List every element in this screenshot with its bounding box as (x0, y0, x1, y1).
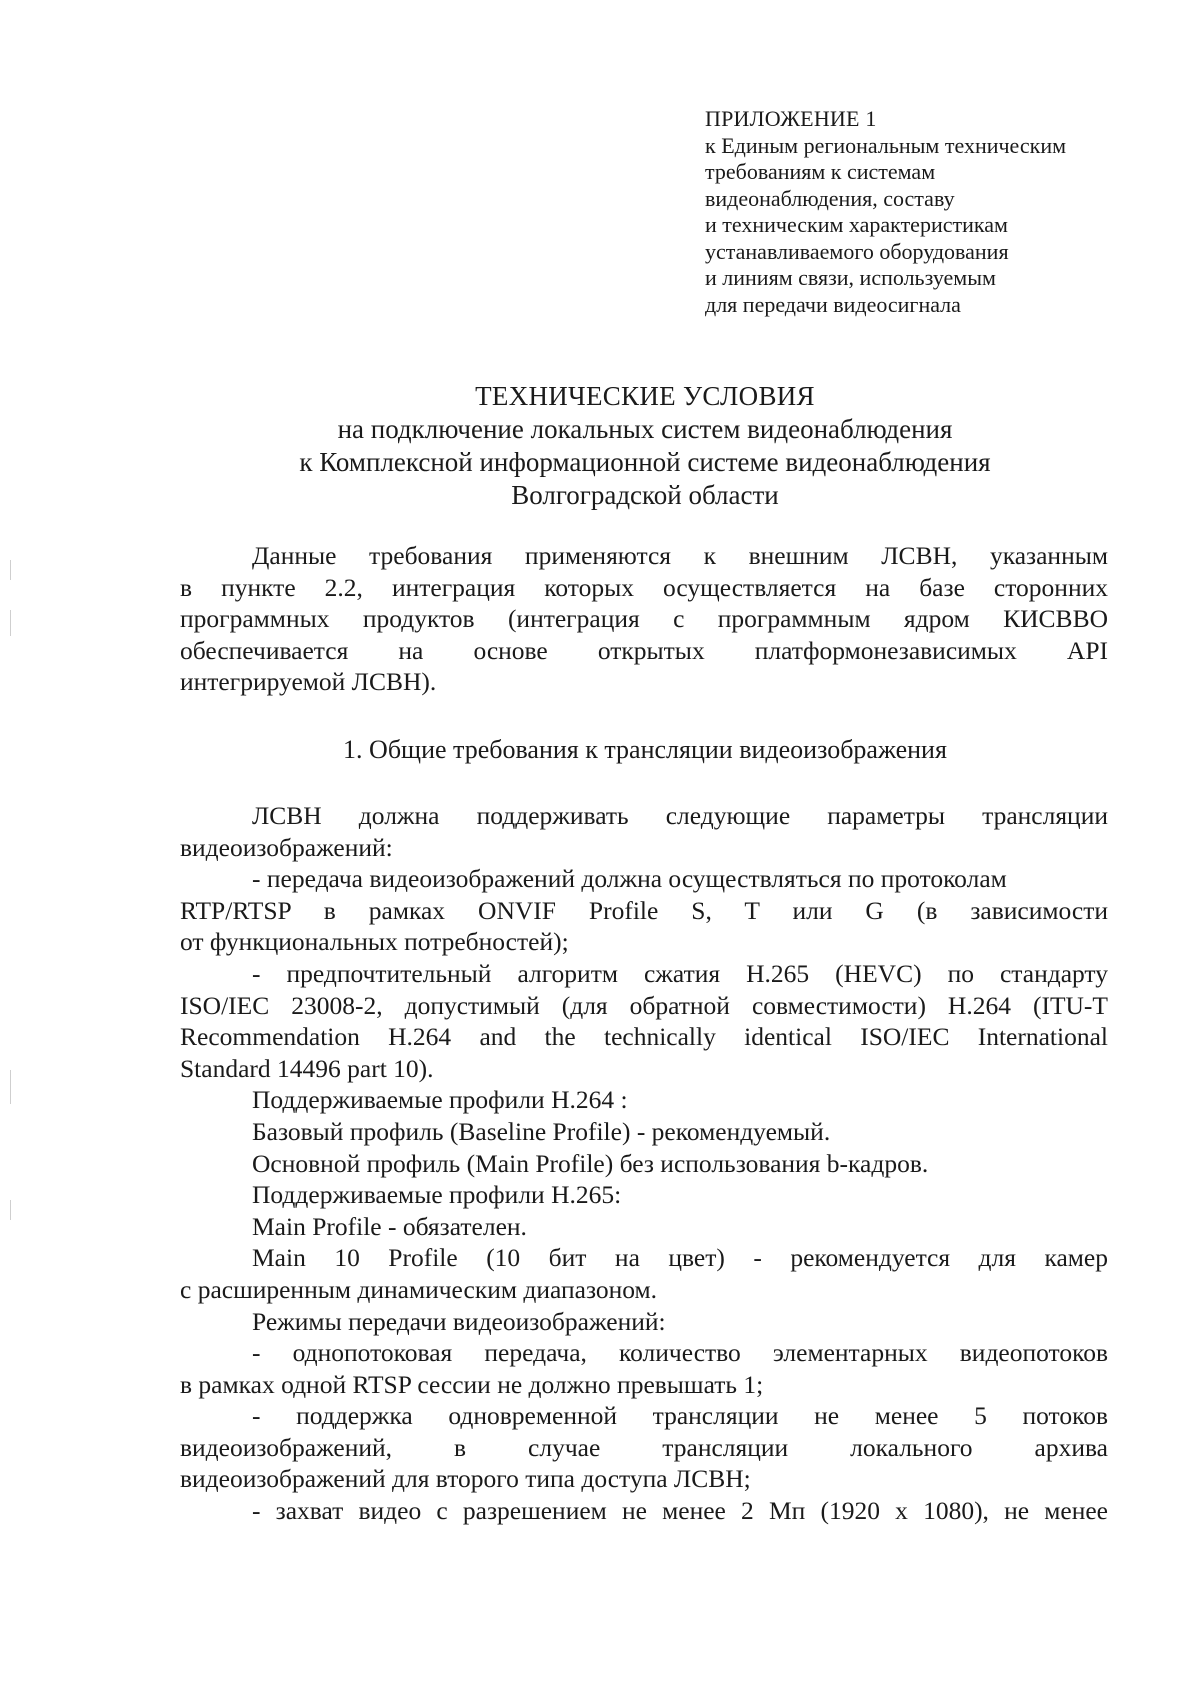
text-line: в пункте 2.2, интеграция которых осуществляется на базе сторонних (180, 572, 1108, 602)
text-line: Main Profile - обязателен. (252, 1211, 527, 1241)
appendix-line: требованиям к системам (705, 159, 936, 184)
text-line: от функциональных потребностей); (180, 927, 569, 957)
text-line: RTP/RTSP в рамках ONVIF Profile S, T или G (в зависимости (180, 895, 1108, 925)
document-subtitle-line: Волгоградской области (511, 480, 779, 510)
text-line: Основной профиль (Main Profile) без использования b-кадров. (252, 1148, 929, 1178)
text-line: программных продуктов (интеграция с программным ядром КИСВВО (180, 604, 1108, 634)
text-line: видеоизображений для второго типа доступа ЛСВН; (180, 1464, 751, 1494)
intro-paragraph (180, 540, 1108, 698)
scan-mark (10, 1070, 11, 1104)
text-line: - передача видеоизображений должна осуществляться по протоколам (252, 864, 1007, 894)
text-line: в рамках одной RTSP сессии не должно превышать 1; (180, 1369, 764, 1399)
text-line: с расширенным динамическим диапазоном. (180, 1274, 658, 1304)
text-line: Данные требования применяются к внешним ЛСВН, указанным (252, 541, 1108, 570)
section-body (180, 800, 1108, 1527)
text-line: - однопотоковая передача, количество элементарных видеопотоков (252, 1338, 1108, 1368)
text-line: - захват видео с разрешением не менее 2 Мп (1920 x 1080), не менее (252, 1496, 1108, 1526)
document-title-block (180, 380, 1110, 512)
text-line: Базовый профиль (Baseline Profile) - рекомендуемый. (252, 1116, 831, 1146)
appendix-line: для передачи видеосигнала (705, 291, 961, 317)
document-subtitle-line: на подключение локальных систем видеонаблюдения (337, 414, 953, 444)
text-line: Поддерживаемые профили H.265: (252, 1180, 622, 1210)
text-line: ISO/IEC 23008-2, допустимый (для обратной совместимости) H.264 (ITU-T (180, 990, 1108, 1020)
text-line: - предпочтительный алгоритм сжатия H.265 (HEVC) по стандарту (252, 958, 1108, 988)
text-line: Режимы передачи видеоизображений: (252, 1306, 666, 1336)
appendix-line: видеонаблюдения, составу (705, 185, 955, 211)
appendix-line: к Единым региональным техническим (705, 132, 1067, 158)
section-heading: 1. Общие требования к трансляции видеоизображения (343, 735, 947, 764)
appendix-line: и техническим характеристикам (705, 212, 1008, 237)
text-line: Поддерживаемые профили H.264 : (252, 1085, 628, 1115)
appendix-title: ПРИЛОЖЕНИЕ 1 (705, 106, 877, 131)
document-title: ТЕХНИЧЕСКИЕ УСЛОВИЯ (475, 381, 815, 411)
document-subtitle-line: к Комплексной информационной системе видеонаблюдения (299, 447, 991, 477)
scan-mark (10, 560, 11, 580)
text-line: ЛСВН должна поддерживать следующие параметры трансляции (252, 801, 1108, 830)
text-line: интегрируемой ЛСВН). (180, 667, 437, 697)
text-line: Recommendation H.264 and the technically identical ISO/IEC International (180, 1022, 1108, 1052)
scan-mark (10, 610, 11, 636)
appendix-line: и линиям связи, используемым (705, 265, 996, 290)
appendix-block (705, 106, 1125, 318)
text-line: видеоизображений: (180, 832, 393, 862)
appendix-line: устанавливаемого оборудования (705, 238, 1009, 264)
text-line: обеспечивается на основе открытых платформонезависимых API (180, 635, 1108, 665)
text-line: видеоизображений, в случае трансляции локального архива (180, 1432, 1108, 1462)
text-line: Standard 14496 part 10). (180, 1053, 434, 1083)
scan-mark (10, 1200, 11, 1220)
text-line: - поддержка одновременной трансляции не менее 5 потоков (252, 1401, 1108, 1431)
text-line: Main 10 Profile (10 бит на цвет) - рекомендуется для камер (252, 1243, 1108, 1273)
